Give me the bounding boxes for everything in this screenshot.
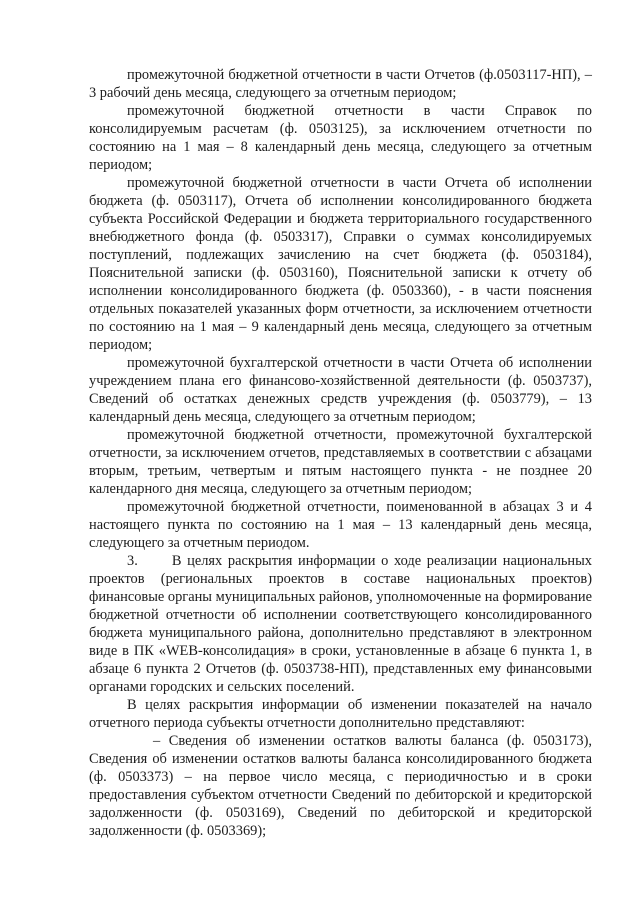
paragraph-deadline-0503117-np: промежуточной бюджетной отчетности в части Отчетов (ф.0503117-НП), – 3 рабочий день месяца, следующего за отчетным периодом; [89, 67, 592, 101]
paragraph-deadline-may: промежуточной бюджетной отчетности, поименованной в абзацах 3 и 4 настоящего пункта по состоянию на 1 мая – 13 календарный день месяца, следующего за отчетным периодом. [89, 499, 592, 551]
paragraph-deadline-0503125: промежуточной бюджетной отчетности в части Справок по консолидируемым расчетам (ф. 0503125), за исключением отчетности по состоянию на 1 мая – 8 календарный день месяца, следующего за отчетным периодом; [89, 103, 592, 173]
document-page [89, 66, 592, 840]
paragraph-disclosure-intro: В целях раскрытия информации об изменении показателей на начало отчетного периода субъекты отчетности дополнительно представляют: [89, 697, 592, 731]
paragraph-dash-0503173: – Сведения об изменении остатков валюты баланса (ф. 0503173), Сведения об изменении остатков валюты баланса консолидированного бюджета (ф. 0503373) – на первое число месяца, с периодичностью и в сроки предоставления субъектом отчетности Сведений по дебиторской и кредиторской задолженности (ф. 0503169), Сведений по дебиторской и кредиторской задолженности (ф. 0503369); [89, 733, 592, 839]
paragraph-deadline-general: промежуточной бюджетной отчетности, промежуточной бухгалтерской отчетности, за исключением отчетов, представляемых в соответствии с абзацами вторым, третьим, четвертым и пятым настоящего пункта - не позднее 20 календарного дня месяца, следующего за отчетным периодом; [89, 427, 592, 497]
paragraph-deadline-0503737-0503779: промежуточной бухгалтерской отчетности в части Отчета об исполнении учреждением плана его финансово-хозяйственной деятельности (ф. 0503737), Сведений об остатках денежных средств учреждения (ф. 0503779), – 13 календарный день месяца, следующего за отчетным периодом; [89, 355, 592, 425]
paragraph-deadline-0503117-0503360: промежуточной бюджетной отчетности в части Отчета об исполнении бюджета (ф. 0503117), Отчета об исполнении консолидированного бюджета субъекта Российской Федерации и бюджета территориального государственного внебюджетного фонда (ф. 0503317), Справки о суммах консолидируемых поступлений, подлежащих зачислению на счет бюджета (ф. 0503184), Пояснительной записки (ф. 0503160), Пояснительной записки к отчету об исполнении консолидированного бюджета (ф. 0503360), - в части пояснения отдельных показателей указанных форм отчетности, за исключением отчетности по состоянию на 1 мая – 9 календарный день месяца, следующего за отчетным периодом; [89, 175, 592, 353]
paragraph-item-3: 3. В целях раскрытия информации о ходе реализации национальных проектов (региональных проектов в составе национальных проектов) финансовые органы муниципальных районов, уполномоченные на формирование бюджетной отчетности об исполнении соответствующего консолидированного бюджета муниципального района, дополнительно представляют в электронном виде в ПК «WEB-консолидация» в сроки, установленные в абзаце 6 пункта 1, в абзаце 6 пункта 2 Отчетов (ф. 0503738-НП), представленных ему финансовыми органами городских и сельских поселений. [89, 553, 592, 695]
